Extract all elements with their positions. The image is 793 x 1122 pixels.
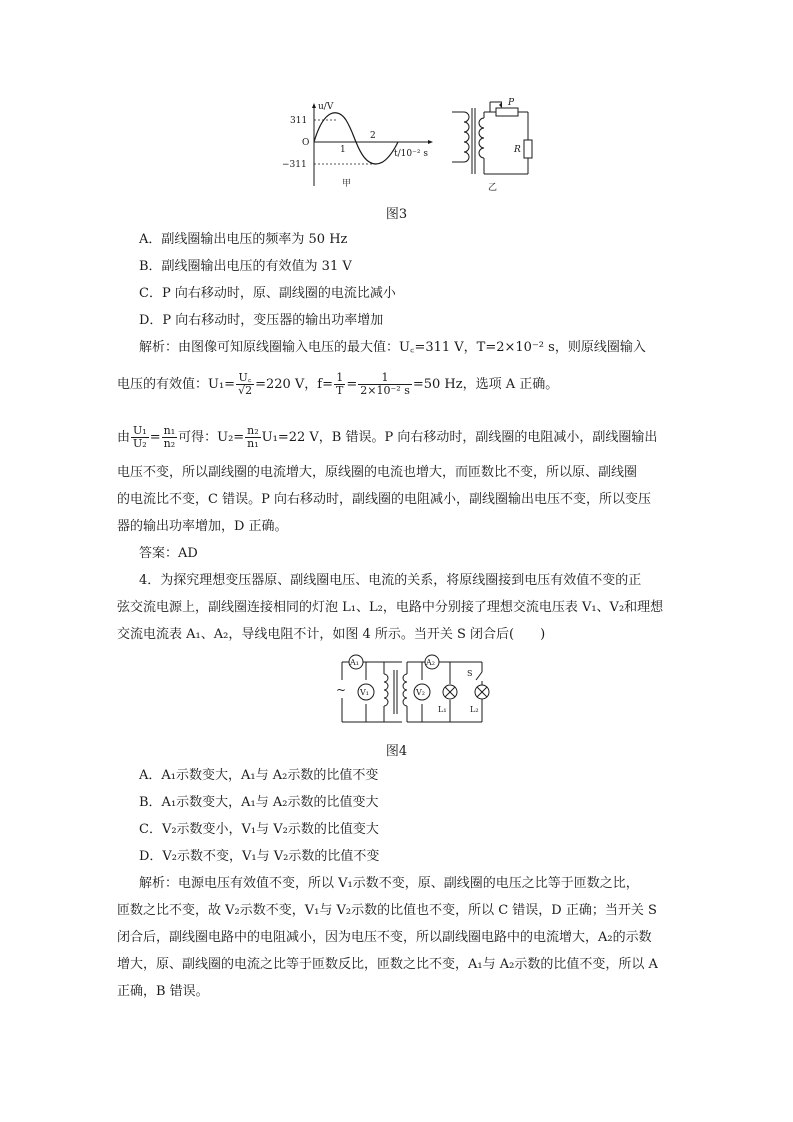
q3-option-d: D．P 向右移动时，变压器的输出功率增加 [139,313,384,328]
figure3-graph [280,98,440,190]
q3-analysis-line2: 电压的有效值：U₁= $\frac{U꜀}{√2}$ =220 V，f= $\frac{1}{T}$ = $\frac{1}{\text{2×10⁻² s}}$ =50 Hz，选项 A 正确。 [117,371,559,397]
svg-text:V₁: V₁ [360,688,369,697]
panel-label-yi: 乙 [488,183,498,192]
svg-text:A₂: A₂ [426,658,435,667]
switch-S [476,672,482,680]
q3-analysis-line5: 的电流比不变，C 错误。P 向右移动时，副线圈的电阻减小，副线圈输出电压不变，所以变压 [117,492,651,507]
q4-analysis-line4: 增大，原、副线圈的电流之比等于匝数反比，匝数之比不变，A₁与 A₂示数的比值不变，所以 A [117,957,658,972]
q3-option-a: A．副线圈输出电压的频率为 50 Hz [139,232,348,247]
svg-text:L₁: L₁ [438,705,447,714]
label-P: P [508,98,515,108]
resistor-R [524,140,532,158]
q3-analysis-line1: 解析：由图像可知原线圈输入电压的最大值：U꜀=311 V，T=2×10⁻² s，则原线圈输入 [139,340,646,355]
y-axis-label: u/V [318,102,334,112]
q4-analysis-line2: 匝数之比不变，故 V₂示数不变，V₁与 V₂示数的比值也不变，所以 C 错误，D 正确；当开关 S [117,903,657,918]
q3-analysis-line4: 电压不变，所以副线圈的电流增大，原线圈的电流也增大，而匝数比不变，所以原、副线圈 [117,465,638,480]
q3-analysis-line6: 器的输出功率增加，D 正确。 [117,519,288,534]
sine-curve [314,113,398,164]
svg-text:S: S [467,669,473,678]
svg-text:V₂: V₂ [416,688,425,697]
panel-label-jia: 甲 [342,179,352,189]
svg-text:A₁: A₁ [350,658,359,667]
q3-option-b: B．副线圈输出电压的有效值为 31 V [139,259,352,274]
figure4-circuit [332,650,496,730]
q4-option-a: A．A₁示数变大，A₁与 A₂示数的比值不变 [139,768,379,783]
ac-source: ~ [336,683,347,697]
primary-coil [384,674,388,706]
tick-neg311: −311 [282,160,307,170]
rheostat [496,108,518,116]
q4-stem-line2: 弦交流电源上，副线圈连接相同的灯泡 L₁、L₂，电路中分别接了理想交流电压表 V₁、V₂和理想 [117,600,664,615]
tick-311: 311 [290,116,308,126]
svg-text:L₂: L₂ [470,705,479,714]
figure3-circuit [450,96,546,192]
q4-option-d: D．V₂示数不变，V₁与 V₂示数的比值不变 [139,849,380,864]
q4-analysis-line5: 正确，B 错误。 [117,984,209,999]
q4-option-b: B．A₁示数变大，A₁与 A₂示数的比值变大 [139,795,379,810]
q4-analysis-line1: 解析：电源电压有效值不变，所以 V₁示数不变，原、副线圈的电压之比等于匝数之比， [139,876,639,891]
figure3-caption: 图3 [385,207,408,222]
secondary-coil [479,118,484,158]
secondary-coil [403,674,407,706]
q3-analysis-line3: 由 $\frac{\text{U₁}}{\text{U₂}}$ = $\frac{\text{n₁}}{\text{n₂}}$ 可得：U₂= $\frac{\text{n₂}}{\text{n₁}}$ U₁=22 V，B 错误。P 向右移动时，副线圈的电阻减小，副线圈输出 [117,424,658,450]
q3-option-c: C．P 向右移动时，原、副线圈的电流比减小 [139,286,396,301]
mark-1: 1 [340,145,346,155]
primary-coil [464,112,469,162]
x-axis-label: t/10⁻² s [394,149,428,159]
origin-label: O [302,138,310,148]
q3-answer: 答案：AD [139,546,198,561]
q4-analysis-line3: 闭合后，副线圈电路中的电阻减小，因为电压不变，所以副线圈电路中的电流增大，A₂的示数 [117,930,652,945]
q4-option-c: C．V₂示数变小，V₁与 V₂示数的比值变大 [139,822,379,837]
q4-stem-line3: 交流电流表 A₁、A₂，导线电阻不计，如图 4 所示。当开关 S 闭合后( ) [117,627,546,642]
q4-stem-line1: 4．为探究理想变压器原、副线圈电压、电流的关系，将原线圈接到电压有效值不变的正 [139,573,642,588]
figure4-caption: 图4 [385,744,408,759]
mark-2: 2 [370,131,376,141]
label-R: R [514,145,521,155]
